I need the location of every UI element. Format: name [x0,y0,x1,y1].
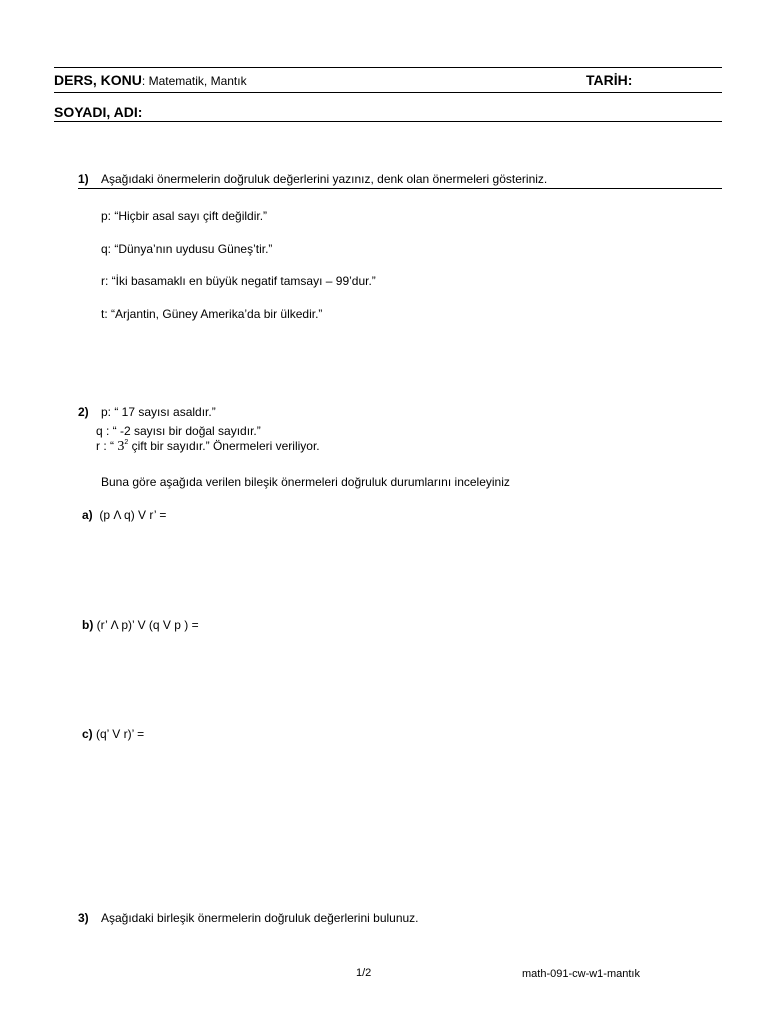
q2-part-a-label: a) [82,508,93,522]
date-label: TARİH: [586,72,633,88]
subject-value: : Matematik, Mantık [141,74,247,88]
q2-statement-q: q : “ -2 sayısı bir doğal sayıdır.” [96,424,261,438]
q1-statement-q: q: “Dünya’nın uydusu Güneş’tir.” [101,242,273,256]
q2-part-c [82,727,144,741]
q1-statement-p: p: “Hiçbir asal sayı çift değildir.” [101,209,268,223]
q2-r-prefix: r : “ [96,439,114,453]
q1-statement-t: t: “Arjantin, Güney Amerika’da bir ülkedir.” [101,307,323,321]
q2-r-base: 3 [117,439,125,454]
q2-number: 2) [78,405,89,419]
q2-part-c-label: c) [82,727,93,741]
q2-part-a [82,508,166,522]
q1-prompt: Aşağıdaki önermelerin doğruluk değerlerini yazınız, denk olan önermeleri gösteriniz. [101,172,548,186]
q1-number: 1) [78,172,89,186]
q2-instruction: Buna göre aşağıda verilen bileşik önermeleri doğruluk durumlarını inceleyiniz [101,475,510,489]
q3-number: 3) [78,911,89,925]
q2-statement-p: p: “ 17 sayısı asaldır.” [101,405,216,419]
q2-part-b [82,618,199,632]
q2-r-exp: 2 [124,439,129,446]
q2-part-c-expr: (q’ V r)’ = [96,727,145,741]
q3-prompt: Aşağıdaki birleşik önermelerin doğruluk değerlerini bulunuz. [101,911,419,925]
q1-underline [78,188,722,189]
q1-statement-r: r: “İki basamaklı en büyük negatif tamsayı – 99’dur.” [101,274,376,288]
subject-line [54,72,247,88]
subject-label: DERS, KONU [54,72,142,88]
page-number: 1/2 [356,967,372,979]
name-label: SOYADI, ADI: [54,104,143,120]
header-top-rule [54,67,722,68]
q2-part-a-expr: (p Λ q) V r’ = [99,508,167,522]
q2-part-b-expr: (r’ Λ p)’ V (q V p ) = [96,618,199,632]
q2-statement-r [96,439,320,455]
q2-part-b-label: b) [82,618,94,632]
header-mid-rule [54,92,722,93]
document-code: math-091-cw-w1-mantık [522,968,640,980]
header-bottom-rule [54,121,722,122]
q2-r-suffix: çift bir sayıdır.” Önermeleri veriliyor. [131,439,320,453]
